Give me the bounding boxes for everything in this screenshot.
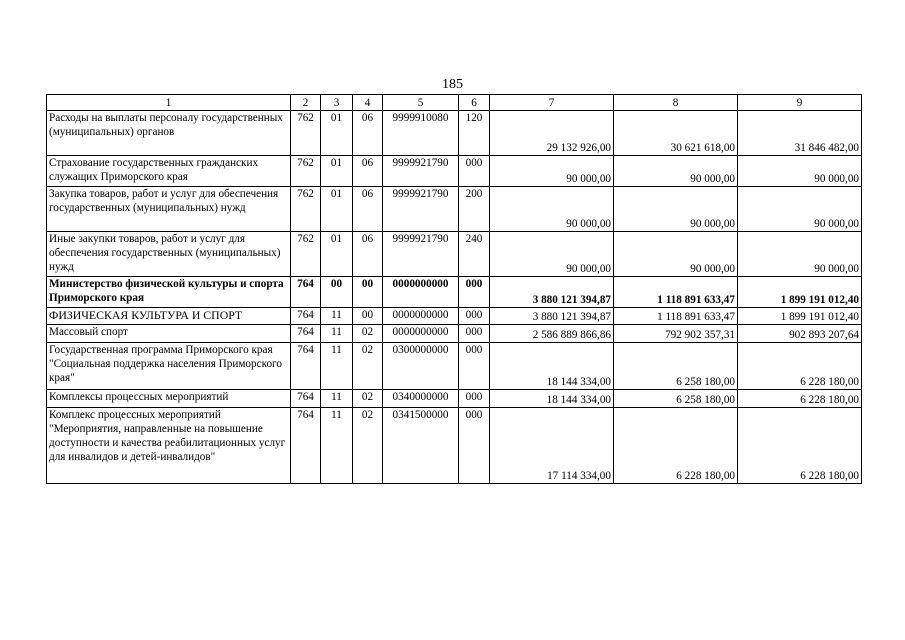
row-amount-9: 90 000,00 [738, 187, 862, 232]
row-code-5: 9999921790 [383, 156, 459, 187]
row-amount-9: 1 899 191 012,40 [738, 277, 862, 308]
row-amount-7: 3 880 121 394,87 [490, 277, 614, 308]
row-name: Закупка товаров, работ и услуг для обеспечения государственных (муниципальных) нужд [47, 187, 291, 232]
row-code-5: 0000000000 [383, 308, 459, 325]
row-amount-9: 6 228 180,00 [738, 343, 862, 390]
row-code-3: 00 [321, 277, 353, 308]
table-row [47, 408, 862, 484]
row-code-5: 0340000000 [383, 390, 459, 408]
header-cell: 9 [738, 95, 862, 111]
row-code-3: 11 [321, 343, 353, 390]
table-row [47, 232, 862, 277]
row-code-5: 0300000000 [383, 343, 459, 390]
table-row [47, 390, 862, 408]
table-row [47, 308, 862, 325]
row-code-2: 762 [291, 187, 321, 232]
header-cell: 1 [47, 95, 291, 111]
table-row [47, 111, 862, 156]
row-amount-9: 90 000,00 [738, 156, 862, 187]
row-code-5: 9999921790 [383, 187, 459, 232]
row-code-2: 762 [291, 232, 321, 277]
row-code-6: 000 [459, 325, 490, 343]
row-code-3: 01 [321, 156, 353, 187]
row-code-4: 00 [353, 308, 383, 325]
row-name: Государственная программа Приморского края "Социальная поддержка населения Приморского края" [47, 343, 291, 390]
row-name: ФИЗИЧЕСКАЯ КУЛЬТУРА И СПОРТ [47, 308, 291, 325]
row-name: Комплексы процессных мероприятий [47, 390, 291, 408]
row-amount-7: 29 132 926,00 [490, 111, 614, 156]
row-code-4: 06 [353, 156, 383, 187]
row-code-4: 06 [353, 232, 383, 277]
budget-table [46, 94, 862, 484]
header-row [47, 95, 862, 111]
row-amount-7: 3 880 121 394,87 [490, 308, 614, 325]
row-amount-8: 90 000,00 [614, 156, 738, 187]
row-amount-7: 17 114 334,00 [490, 408, 614, 484]
row-code-3: 11 [321, 308, 353, 325]
header-cell: 5 [383, 95, 459, 111]
row-code-5: 0341500000 [383, 408, 459, 484]
row-code-6: 000 [459, 277, 490, 308]
header-cell: 6 [459, 95, 490, 111]
row-code-3: 11 [321, 408, 353, 484]
row-code-4: 02 [353, 408, 383, 484]
row-code-4: 02 [353, 343, 383, 390]
row-amount-8: 6 258 180,00 [614, 390, 738, 408]
row-code-2: 764 [291, 390, 321, 408]
row-code-4: 06 [353, 187, 383, 232]
row-amount-8: 792 902 357,31 [614, 325, 738, 343]
row-amount-9: 6 228 180,00 [738, 390, 862, 408]
row-amount-9: 90 000,00 [738, 232, 862, 277]
row-code-5: 0000000000 [383, 325, 459, 343]
row-amount-9: 1 899 191 012,40 [738, 308, 862, 325]
table-row [47, 343, 862, 390]
header-cell: 4 [353, 95, 383, 111]
header-cell: 3 [321, 95, 353, 111]
row-name: Комплекс процессных мероприятий "Мероприятия, направленные на повышение доступности и качества реабилитационных услуг для инвалидов и детей-инвалидов" [47, 408, 291, 484]
row-code-2: 764 [291, 408, 321, 484]
row-code-6: 120 [459, 111, 490, 156]
page-number: 185 [442, 77, 463, 92]
row-amount-8: 6 228 180,00 [614, 408, 738, 484]
row-code-6: 000 [459, 343, 490, 390]
row-code-3: 11 [321, 325, 353, 343]
row-code-5: 0000000000 [383, 277, 459, 308]
row-amount-8: 1 118 891 633,47 [614, 308, 738, 325]
row-amount-9: 902 893 207,64 [738, 325, 862, 343]
row-amount-7: 18 144 334,00 [490, 343, 614, 390]
row-amount-8: 6 258 180,00 [614, 343, 738, 390]
table-row [47, 277, 862, 308]
row-amount-8: 90 000,00 [614, 187, 738, 232]
row-code-6: 000 [459, 156, 490, 187]
row-code-6: 000 [459, 308, 490, 325]
row-code-6: 200 [459, 187, 490, 232]
row-name: Расходы на выплаты персоналу государственных (муниципальных) органов [47, 111, 291, 156]
row-code-2: 764 [291, 325, 321, 343]
row-amount-8: 90 000,00 [614, 232, 738, 277]
row-name: Иные закупки товаров, работ и услуг для обеспечения государственных (муниципальных) нужд [47, 232, 291, 277]
header-cell: 2 [291, 95, 321, 111]
header-cell: 7 [490, 95, 614, 111]
row-code-4: 06 [353, 111, 383, 156]
header-cell: 8 [614, 95, 738, 111]
table-row [47, 187, 862, 232]
row-amount-7: 18 144 334,00 [490, 390, 614, 408]
row-code-6: 240 [459, 232, 490, 277]
row-code-2: 762 [291, 111, 321, 156]
row-code-5: 9999910080 [383, 111, 459, 156]
row-amount-7: 90 000,00 [490, 232, 614, 277]
row-code-3: 11 [321, 390, 353, 408]
row-code-4: 02 [353, 390, 383, 408]
row-amount-7: 90 000,00 [490, 156, 614, 187]
row-code-2: 764 [291, 308, 321, 325]
row-code-2: 764 [291, 277, 321, 308]
row-code-2: 762 [291, 156, 321, 187]
row-code-2: 764 [291, 343, 321, 390]
row-amount-7: 2 586 889 866,86 [490, 325, 614, 343]
row-name: Страхование государственных гражданских служащих Приморского края [47, 156, 291, 187]
row-code-6: 000 [459, 390, 490, 408]
row-code-4: 02 [353, 325, 383, 343]
row-name: Массовый спорт [47, 325, 291, 343]
row-code-3: 01 [321, 111, 353, 156]
row-code-6: 000 [459, 408, 490, 484]
row-code-4: 00 [353, 277, 383, 308]
table-row [47, 325, 862, 343]
row-amount-7: 90 000,00 [490, 187, 614, 232]
row-code-5: 9999921790 [383, 232, 459, 277]
table-row [47, 156, 862, 187]
row-code-3: 01 [321, 232, 353, 277]
row-amount-9: 6 228 180,00 [738, 408, 862, 484]
row-name: Министерство физической культуры и спорта Приморского края [47, 277, 291, 308]
row-amount-8: 1 118 891 633,47 [614, 277, 738, 308]
row-amount-8: 30 621 618,00 [614, 111, 738, 156]
row-amount-9: 31 846 482,00 [738, 111, 862, 156]
row-code-3: 01 [321, 187, 353, 232]
